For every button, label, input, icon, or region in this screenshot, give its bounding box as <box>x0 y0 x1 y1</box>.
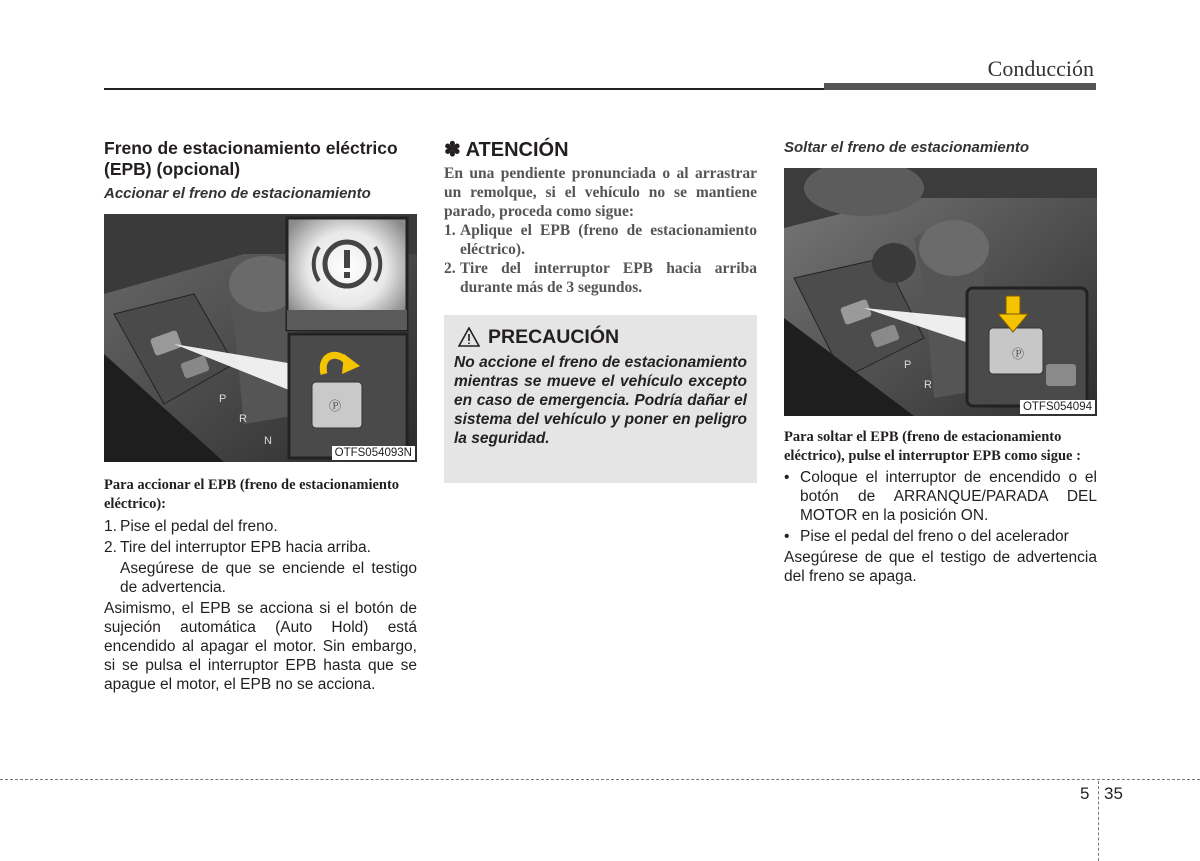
attention-intro: En una pendiente pronunciada o al arrastrar un remolque, si el vehículo no se mantiene parado, proceda como sigue: <box>444 165 757 220</box>
epb-switch-inset <box>967 288 1087 406</box>
bullet-icon: • <box>784 528 790 545</box>
apply-steps <box>104 517 417 597</box>
page-number: 35 <box>1104 784 1123 803</box>
release-paragraph: Asegúrese de que el testigo de advertencia del freno se apaga. <box>784 549 1097 585</box>
epb-release-photo <box>784 168 1097 416</box>
svg-text:Ⓟ: Ⓟ <box>329 399 342 413</box>
footer-rule <box>0 779 1200 780</box>
list-item: • Coloque el interruptor de encendido o el botón de ARRANQUE/PARADA DEL MOTOR en la posición ON. <box>784 469 1097 524</box>
list-item: 2. Tire del interruptor EPB hacia arriba durante más de 3 segundos. <box>444 260 757 296</box>
release-bullets <box>784 468 1097 546</box>
header-rule-accent <box>824 83 1096 90</box>
svg-text:R: R <box>924 379 932 391</box>
svg-text:Ⓟ: Ⓟ <box>1012 347 1025 361</box>
auto-hold-paragraph: Asimismo, el EPB se acciona si el botón de sujeción automática (Auto Hold) está encendido al apagar el motor. Sin embargo, si se pulsa el interruptor EPB hasta que se apague el motor, el EPB no se acciona. <box>104 600 417 693</box>
chapter-number: 5 <box>1080 784 1090 803</box>
svg-text:R: R <box>239 413 247 425</box>
attention-body <box>444 164 757 297</box>
step-note: Asegúrese de que se enciende el testigo de advertencia. <box>120 560 417 596</box>
list-item: • Pise el pedal del freno o del acelerador <box>784 528 1069 545</box>
attention-title: ✽ ATENCIÓN <box>444 139 569 161</box>
epb-apply-photo <box>104 214 417 462</box>
column-middle <box>444 138 757 483</box>
list-item: 1. Pise el pedal del freno. <box>104 518 278 535</box>
section-title: Freno de estacionamiento eléctrico (EPB) (opcional) <box>104 138 398 179</box>
subheading-release: Soltar el freno de estacionamiento <box>784 139 1030 156</box>
caution-title-row <box>454 325 747 349</box>
header-rule <box>104 88 824 90</box>
footer-divider <box>1098 781 1099 861</box>
epb-switch-inset <box>289 334 407 458</box>
list-item: 2. Tire del interruptor EPB hacia arriba. <box>104 539 371 556</box>
bullet-icon: • <box>784 469 790 486</box>
caution-text: No accione el freno de estacionamiento mientras se mueve el vehículo excepto en caso de emergencia. Podría dañar el sistema del vehículo y poner en peligro la seguridad. <box>454 354 747 447</box>
list-item: 1. Aplique el EPB (freno de estacionamiento eléctrico). <box>444 222 757 258</box>
svg-text:P: P <box>904 359 912 371</box>
column-left <box>104 138 417 694</box>
image-code: OTFS054093N <box>332 446 415 460</box>
svg-text:N: N <box>264 435 272 447</box>
release-intro: Para soltar el EPB (freno de estacionamiento eléctrico), pulse el interruptor EPB como sigue : <box>784 429 1081 464</box>
chapter-title: Conducción <box>987 56 1094 81</box>
warning-lamp-inset <box>287 218 407 330</box>
caution-title: PRECAUCIÓN <box>488 326 620 348</box>
apply-intro: Para accionar el EPB (freno de estacionamiento eléctrico): <box>104 477 400 512</box>
column-right <box>784 138 1097 586</box>
subheading-apply: Accionar el freno de estacionamiento <box>104 185 371 202</box>
console-illustration <box>104 214 417 462</box>
warning-triangle-icon <box>458 327 480 347</box>
image-code: OTFS054094 <box>1020 400 1095 414</box>
caution-box <box>444 315 757 483</box>
svg-text:P: P <box>219 393 227 405</box>
console-illustration <box>784 168 1097 416</box>
